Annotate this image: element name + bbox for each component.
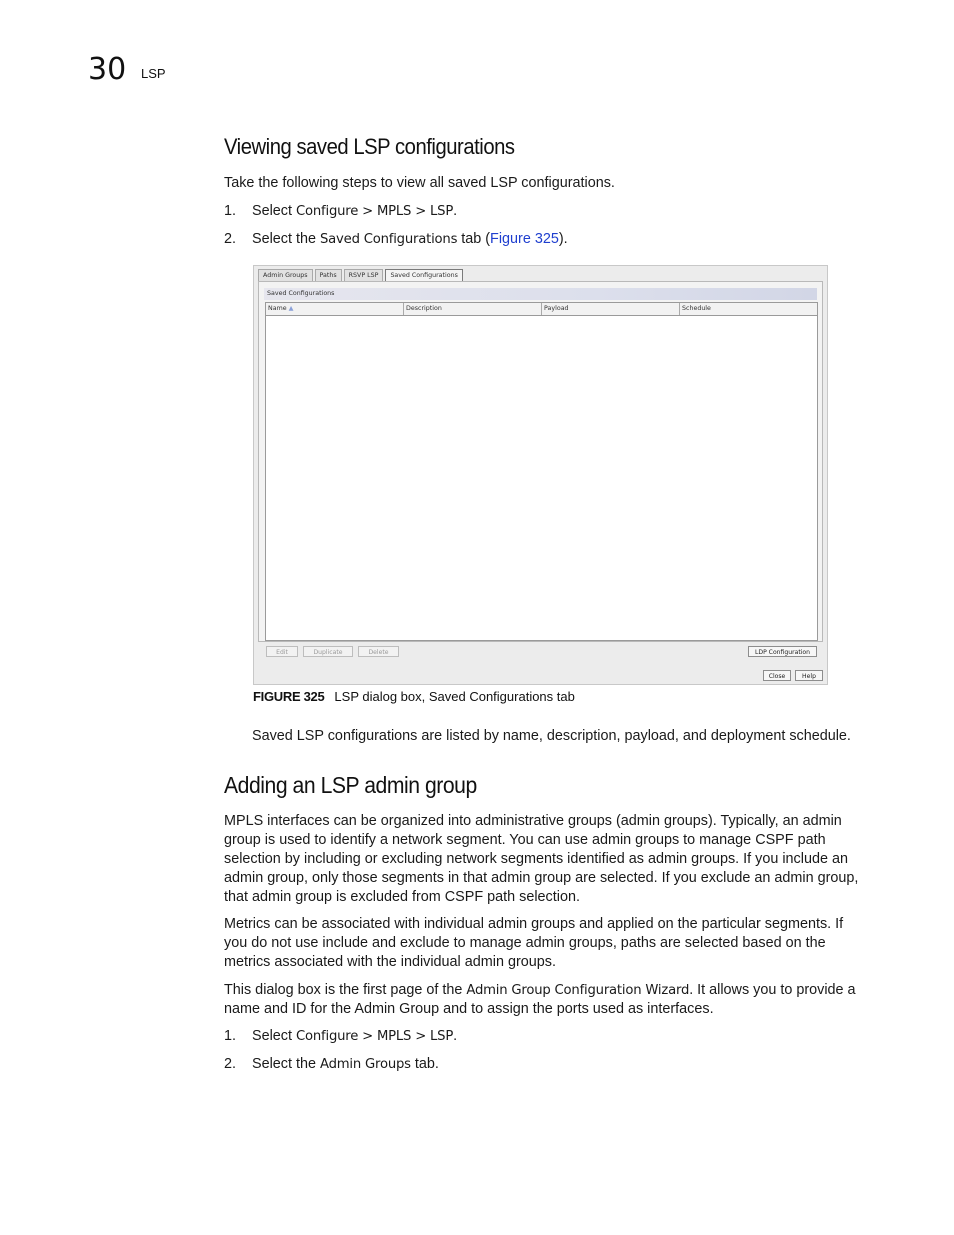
saved-configurations-panel bbox=[258, 281, 823, 642]
admin-group-paragraph-3 bbox=[224, 981, 870, 1019]
table-header bbox=[266, 303, 817, 316]
delete-button[interactable]: Delete bbox=[358, 646, 399, 657]
chapter-title: LSP bbox=[141, 66, 166, 81]
step-text-mid: tab ( bbox=[457, 231, 491, 247]
sort-ascending-icon: ▲ bbox=[288, 305, 294, 312]
column-header-payload[interactable]: Payload bbox=[542, 303, 680, 315]
wizard-name: Admin Group Configuration Wizard. bbox=[466, 983, 694, 998]
paragraph-text: This dialog box is the first page of the bbox=[224, 982, 467, 998]
admin-step-1 bbox=[224, 1027, 457, 1046]
step-end: ). bbox=[558, 231, 568, 247]
admin-group-paragraph-2: Metrics can be associated with individual admin groups and applied on the particular segments. If you do not use include and exclude to manage admin groups, paths are selected based on the metrics associated with the individual admin groups. bbox=[224, 916, 844, 970]
menu-path: Configure > MPLS > LSP bbox=[296, 204, 454, 219]
dialog-tabs bbox=[258, 269, 465, 281]
after-figure-paragraph: Saved LSP configurations are listed by name, description, payload, and deployment schedule. bbox=[252, 728, 851, 744]
configurations-table bbox=[265, 302, 818, 641]
tab-saved-configurations[interactable]: Saved Configurations bbox=[385, 269, 462, 282]
menu-path: Configure > MPLS > LSP bbox=[296, 1029, 454, 1044]
ldp-configuration-button[interactable]: LDP Configuration bbox=[748, 646, 817, 657]
admin-group-paragraph-1: MPLS interfaces can be organized into administrative groups (admin groups). Typically, an admin group is used to identify a network segment. You can use admin groups to manage CSPF path selection by including or excluding network segments identified as admin groups. If you include an admin group, only those segments in that admin group are selected. If you exclude an admin group, that admin group is excluded from CSPF path selection. bbox=[224, 813, 859, 905]
step-text: Select bbox=[252, 203, 296, 219]
column-header-schedule[interactable]: Schedule bbox=[682, 305, 711, 312]
figure-label: FIGURE 325 bbox=[253, 689, 325, 704]
column-header-name[interactable] bbox=[266, 303, 404, 315]
lsp-dialog-screenshot bbox=[253, 265, 828, 685]
duplicate-button[interactable]: Duplicate bbox=[303, 646, 353, 657]
step-end: . bbox=[453, 1028, 458, 1044]
figure-caption bbox=[253, 689, 575, 704]
step-text: Select the bbox=[252, 231, 320, 247]
step-number: 1. bbox=[224, 203, 237, 219]
chapter-number: 30 bbox=[88, 52, 127, 87]
column-header-description[interactable]: Description bbox=[404, 303, 542, 315]
figure-link[interactable]: Figure 325 bbox=[490, 231, 559, 247]
step-number: 2. bbox=[224, 1056, 237, 1072]
section-heading-admin-group: Adding an LSP admin group bbox=[224, 772, 477, 798]
action-buttons bbox=[266, 646, 404, 657]
intro-paragraph: Take the following steps to view all saved LSP configurations. bbox=[224, 175, 615, 191]
tab-rsvp-lsp[interactable]: RSVP LSP bbox=[344, 269, 384, 282]
tab-name: Admin Groups bbox=[320, 1057, 411, 1072]
tab-paths[interactable]: Paths bbox=[315, 269, 342, 282]
step-2 bbox=[224, 230, 568, 249]
admin-step-2 bbox=[224, 1055, 439, 1074]
step-number: 2. bbox=[224, 231, 237, 247]
step-1 bbox=[224, 202, 457, 221]
column-label: Name bbox=[268, 305, 287, 312]
tab-name: Saved Configurations bbox=[320, 232, 458, 247]
edit-button[interactable]: Edit bbox=[266, 646, 298, 657]
dialog-footer-buttons bbox=[763, 670, 827, 681]
panel-title: Saved Configurations bbox=[264, 288, 817, 300]
step-number: 1. bbox=[224, 1028, 237, 1044]
step-end: tab. bbox=[410, 1056, 439, 1072]
tab-admin-groups[interactable]: Admin Groups bbox=[258, 269, 313, 282]
step-text: Select bbox=[252, 1028, 296, 1044]
step-end: . bbox=[453, 203, 458, 219]
help-button[interactable]: Help bbox=[795, 670, 823, 681]
paragraph-text-end: It allows you to provide a name and ID for the Admin Group and to assign the ports used as interfaces. bbox=[224, 982, 856, 1017]
figure-caption-text: LSP dialog box, Saved Configurations tab bbox=[334, 689, 575, 704]
step-text: Select the bbox=[252, 1056, 320, 1072]
close-button[interactable]: Close bbox=[763, 670, 791, 681]
section-heading-viewing: Viewing saved LSP configurations bbox=[224, 134, 515, 159]
